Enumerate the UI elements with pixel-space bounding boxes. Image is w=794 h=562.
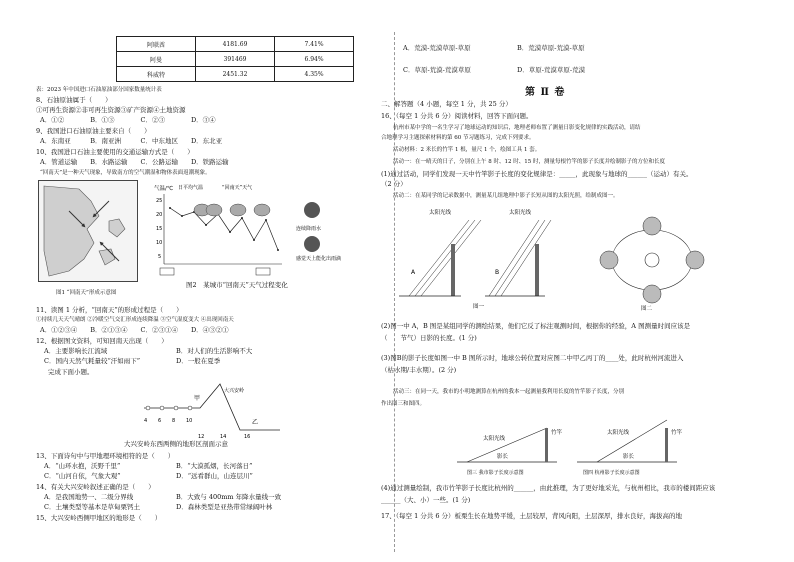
profile-diagram (140, 378, 290, 440)
table-cell: 科威特 (117, 67, 196, 82)
q16-part-3b: （枯水期/丰水期）。(2 分) (381, 366, 457, 374)
question-8: 8、石油原油属于（ ） (36, 96, 112, 104)
chart-title: 图2 某城市“回南天”天气过程变化 (186, 281, 288, 289)
question-17: 17、（每空 1 分共 6 分）板栗生长在地势平缓，土层较厚，背风向阳，土层深厚，排水良好，海拔高的地 (381, 512, 683, 520)
svg-text:10: 10 (156, 240, 163, 246)
question-15: 15、大兴安岭西侧甲地区的地形是（ ） (36, 514, 162, 522)
table-cell: 阿曼 (117, 52, 196, 67)
table-cell: 4.35% (275, 67, 354, 82)
fig-sun-1: 太阳光线 (429, 210, 452, 216)
figure-2-caption: 图二 (641, 306, 653, 312)
q16-part-4: (4)通过测量绘制，我市竹竿影子长度比杭州的______，由此推理，为了更好地采光，与杭州相比，我市的楼间距应该 (381, 484, 716, 492)
question-15-c: C．草原-荒漠-荒漠草原 (403, 66, 471, 74)
table-row (117, 67, 354, 82)
question-10-note: “回南天”是一种天气现象，导致南方的空气潮湿和物体表面返潮现象。 (40, 170, 211, 176)
profile-title: 大兴安岭东西两侧的地形区剖面示意 (124, 440, 228, 448)
figure-1-caption: 图一 (473, 304, 485, 310)
q16-para-4: 活动一：在一晴天的日子，分别在上午 8 时、12 时、15 时，测量每根竹竿的影子长度并绘制影子的方位和长度 (393, 159, 665, 165)
weather-chart (152, 180, 388, 288)
question-13: 13、下面诗句中与甲地理环境相符的是（ ） (36, 452, 175, 460)
figure-1 (389, 204, 569, 312)
q16-para-3: 活动材料：2 米长的竹竿 1 根，量尺 1 个，绘图工具 1 套。 (393, 147, 541, 153)
svg-text:5: 5 (158, 254, 162, 260)
fig3-sun: 太阳光线 (483, 436, 506, 442)
q16-part-1b: （2 分） (381, 180, 407, 188)
q16-part-4b: ______（大、小）一些。(1 分) (381, 496, 471, 504)
map-figure (38, 180, 138, 282)
table-cell: 4181.69 (196, 37, 275, 52)
question-11-options: ①持续几天天气晴朗 ②冷暖空气交汇形成连续降温 ③空气湿度变大 ④出现回南天 (36, 317, 234, 323)
question-8-options: ①可再生资源②非可再生资源③矿产资源④土地资源 (36, 106, 186, 114)
svg-text:25: 25 (156, 198, 163, 204)
q16-part-2: (2)图一中 A，B 图是某组同学的测绘结果，他们它反了标注观测时间，根据你的经验，A 图测量时间应该是 (381, 322, 691, 330)
q16-part-2b: （ 节气）日影的长度。(1 分) (381, 334, 477, 342)
question-14-a: A．是我国地势一、二级分界线 (44, 493, 134, 501)
chart-icon-2: 感觉天上能化出雨滴 (296, 256, 342, 262)
profile-label-mtn: 大兴安岭 (224, 388, 245, 394)
question-9-choices: A．东南亚 B．南亚洲 C．中东地区 D．东北亚 (40, 137, 223, 145)
question-13-d: D．“远看群山，山连层川” (176, 472, 253, 480)
question-8-choices: A．①② B．①③ C．②③ D．③④ (40, 116, 216, 124)
svg-text:6: 6 (158, 418, 162, 424)
q16-part-3: (3)图B的影子长度如图一中 B 图所示时，地球公转位置对应图二中甲乙丙丁的____处，此时杭州河流进入 (381, 354, 684, 362)
q16-para-6: 活动三：在同一天，我市的小明地测算在杭州的我本一起测量我利用长度的竹竿影子长度，分别 (393, 389, 625, 395)
question-9: 9、我国进口石油原油主要来自（ ） (36, 127, 151, 135)
question-11-choices: A．①②③④ B．②①③④ C．②③①④ D．④③②① (40, 326, 229, 334)
question-14-b: B．大致与 400mm 年降水量线一致 (176, 493, 282, 501)
fig-label-a: A (411, 269, 416, 276)
profile-label-yi: 乙 (252, 419, 259, 426)
svg-text:12: 12 (198, 434, 205, 440)
question-13-a: A．“山环水抱，沃野千里” (44, 462, 121, 470)
question-15-d: D．草原-荒漠草原-荒漠 (517, 66, 586, 74)
figures-3-4 (447, 410, 687, 478)
question-12-a: A．主要影响长江流域 (44, 347, 108, 355)
question-14-d: D．森林类型是亚热带常绿阔叶林 (176, 503, 273, 511)
figure-3-caption: 图三 我市影子长度示意图 (467, 470, 524, 476)
table-cell: 7.41% (275, 37, 354, 52)
fig4-shadow: 影长 (623, 454, 635, 460)
figure-4-caption: 图四 杭州影子长度示意图 (583, 470, 640, 476)
legend-temp: 日平均气温 (178, 185, 204, 191)
figure-2 (597, 204, 707, 312)
question-16: 16、（每空 1 分共 6 分）阅读材料，回答下面问题。 (381, 112, 533, 120)
legend-rain: “回南天”天气 (222, 185, 253, 191)
profile-label-jia: 甲 (194, 395, 201, 402)
chart-ylabel: 气温/℃ (154, 186, 174, 192)
table-row (117, 37, 354, 52)
svg-text:10: 10 (186, 418, 193, 424)
map-caption: 图1 “回南天”形成示意图 (56, 290, 117, 296)
fig4-pole: 竹竿 (671, 430, 683, 436)
table-cell: 6.94% (275, 52, 354, 67)
q16-para-1: 杭州市某中学的一名生学习了地球运动的知识后，地理老师布置了测量日影变化规律的实践活动，请结 (393, 125, 641, 131)
table-cell: 2451.32 (196, 67, 275, 82)
svg-text:14: 14 (220, 434, 227, 440)
table-caption: 表：2023 年中国进口石油原油部分国家数量统计表 (36, 87, 162, 93)
q16-part-1: (1)通过活动，同学们发现一天中竹竿影子长度的变化规律是：_____，此现象与地球的______（运动）有关。 (381, 170, 693, 178)
svg-text:4: 4 (144, 418, 148, 424)
svg-text:15: 15 (156, 226, 163, 232)
question-14: 14、有关大兴安岭叙述正确的是（ ） (36, 483, 155, 491)
fig-sun-2: 太阳光线 (509, 210, 532, 216)
question-12-b: B．对人们的生活影响不大 (176, 347, 253, 355)
q16-para-7: 作出图三和图四。 (381, 401, 426, 407)
question-15-a: A．荒漠-荒漠草原-草原 (403, 44, 471, 52)
table-row (117, 52, 354, 67)
question-13-b: B．“大漠孤烟，长河落日” (176, 462, 253, 470)
section-2-heading: 二、解答题（4 小题，每空 1 分，共 25 分） (381, 100, 512, 108)
svg-text:8: 8 (172, 418, 176, 424)
q16-para-2: 合地理学习主题探索材料的第 60 节习题练习，完成下列要求。 (381, 135, 535, 141)
chart-icon-1: 连续降雨水 (296, 226, 322, 232)
question-13-c: C．“山河自依，气象大观” (44, 472, 121, 480)
question-11: 11、读图 1 分析，“回南天”的形成过程是（ ） (36, 306, 183, 314)
question-12-d: D．一般在夏季 (176, 357, 221, 365)
question-14-c: C．土壤类型等基本是草甸栗钙土 (44, 503, 140, 511)
question-10: 10、我国进口石油主要使用的交通运输方式是（ ） (36, 148, 194, 156)
fig4-sun: 太阳光线 (607, 430, 630, 436)
oil-import-table (116, 36, 354, 82)
section-title: 第 Ⅱ 卷 (525, 87, 566, 98)
fig3-pole: 竹竿 (551, 430, 563, 436)
fig3-shadow: 影长 (497, 454, 509, 460)
question-10-choices: A．管道运输 B．水路运输 C．公路运输 D．铁路运输 (40, 158, 229, 166)
table-cell: 391469 (196, 52, 275, 67)
q16-para-5: 活动二：在某同学的记录数据中，测量某几组地理中影子长短从图的太阳光照，给制成图一。 (393, 193, 619, 199)
svg-text:16: 16 (244, 434, 251, 440)
question-12-note: 完成下面小题。 (48, 368, 94, 376)
svg-text:20: 20 (156, 212, 163, 218)
question-12: 12、根据图文资料，可知回南天出现（ ） (36, 337, 168, 345)
question-15-b: B．荒漠草原-荒漠-草原 (517, 44, 585, 52)
table-cell: 阿联酋 (117, 37, 196, 52)
fig-label-b: B (495, 269, 500, 276)
question-12-c: C．国内天然气耗量较“汗如雨下” (44, 357, 141, 365)
